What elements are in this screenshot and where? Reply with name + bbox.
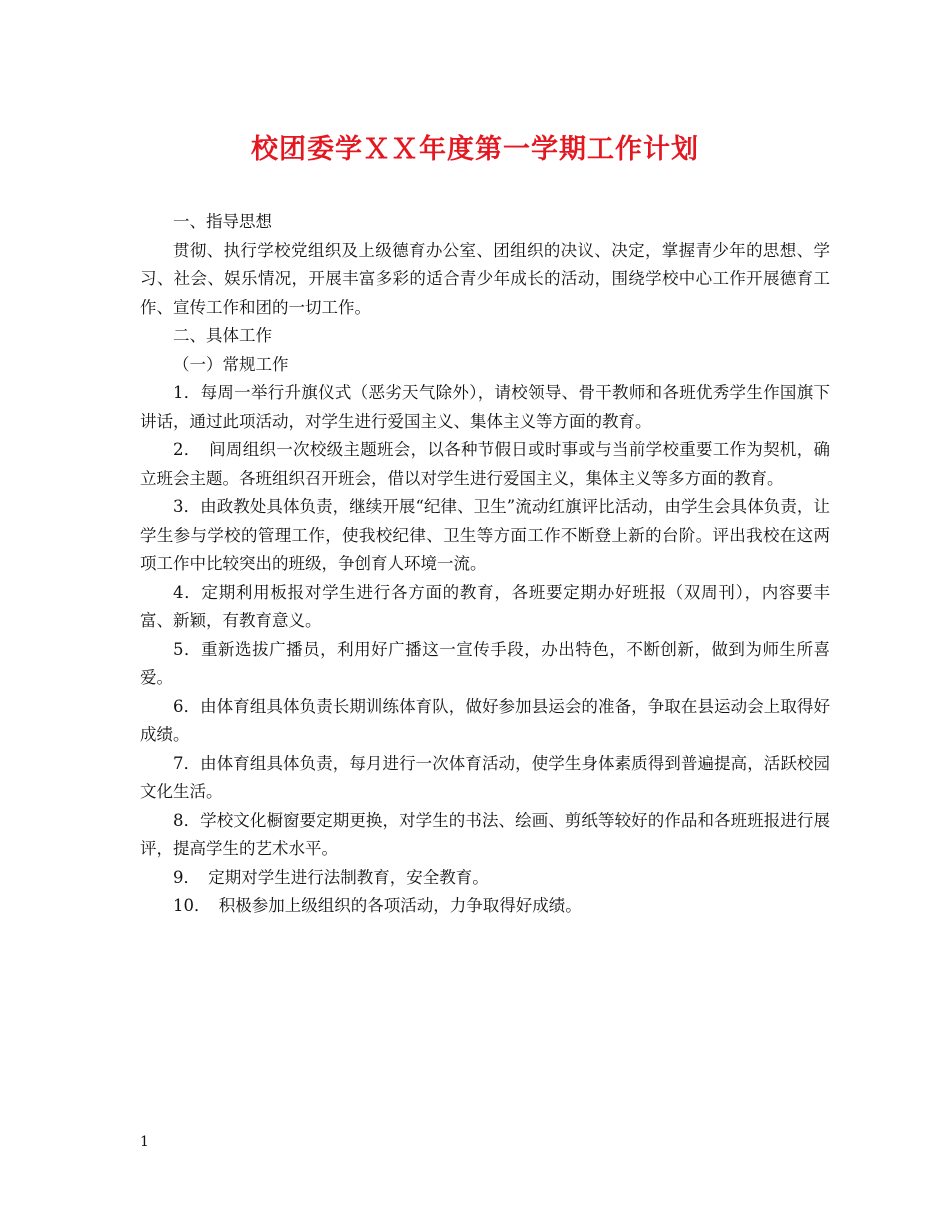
list-item: 8．学校文化橱窗要定期更换，对学生的书法、绘画、剪纸等较好的作品和各班班报进行展评，提高学生的艺术水平。 (140, 810, 830, 858)
list-item: 4．定期利用板报对学生进行各方面的教育，各班要定期办好班报（双周刊），内容要丰富、新颖，有教育意义。 (140, 582, 830, 630)
list-item: 5．重新选拔广播员，利用好广播这一宣传手段，办出特色，不断创新，做到为师生所喜爱。 (140, 639, 830, 687)
page-title: 校团委学ＸＸ年度第一学期工作计划 (251, 134, 699, 165)
list-item: 10． 积极参加上级组织的各项活动，力争取得好成绩。 (173, 896, 582, 915)
list-item: 7．由体育组具体负责，每月进行一次体育活动，使学生身体素质得到普遍提高，活跃校园文化生活。 (140, 753, 830, 801)
list-item: 1．每周一举行升旗仪式（恶劣天气除外），请校领导、骨干教师和各班优秀学生作国旗下讲话，通过此项活动，对学生进行爱国主义、集体主义等方面的教育。 (140, 383, 830, 431)
list-item: 2． 间周组织一次校级主题班会，以各种节假日或时事或与当前学校重要工作为契机，确立班会主题。各班组织召开班会，借以对学生进行爱国主义，集体主义等多方面的教育。 (140, 440, 830, 488)
list-item: 9． 定期对学生进行法制教育，安全教育。 (173, 867, 489, 887)
list-item: 3．由政教处具体负责，继续开展“纪律、卫生”流动红旗评比活动，由学生会具体负责，让学生参与学校的管理工作，使我校纪律、卫生等方面工作不断登上新的台阶。评出我校在这两项工作中比较突出的班级，争创育人环境一流。 (140, 497, 830, 573)
heading-guiding-ideology: 一、指导思想 (173, 212, 272, 231)
paragraph-guiding-ideology: 贯彻、执行学校党组织及上级德育办公室、团组织的决议、决定，掌握青少年的思想、学习、社会、娱乐情况，开展丰富多彩的适合青少年成长的活动，围绕学校中心工作开展德育工作、宣传工作和团的一切工作。 (140, 240, 830, 317)
page-number: 1 (140, 1134, 149, 1150)
list-item: 6．由体育组具体负责长期训练体育队，做好参加县运会的准备，争取在县运动会上取得好成绩。 (140, 696, 830, 744)
document-body (140, 208, 830, 921)
subheading-routine-work: （一）常规工作 (173, 354, 289, 374)
heading-specific-work: 二、具体工作 (173, 326, 272, 345)
